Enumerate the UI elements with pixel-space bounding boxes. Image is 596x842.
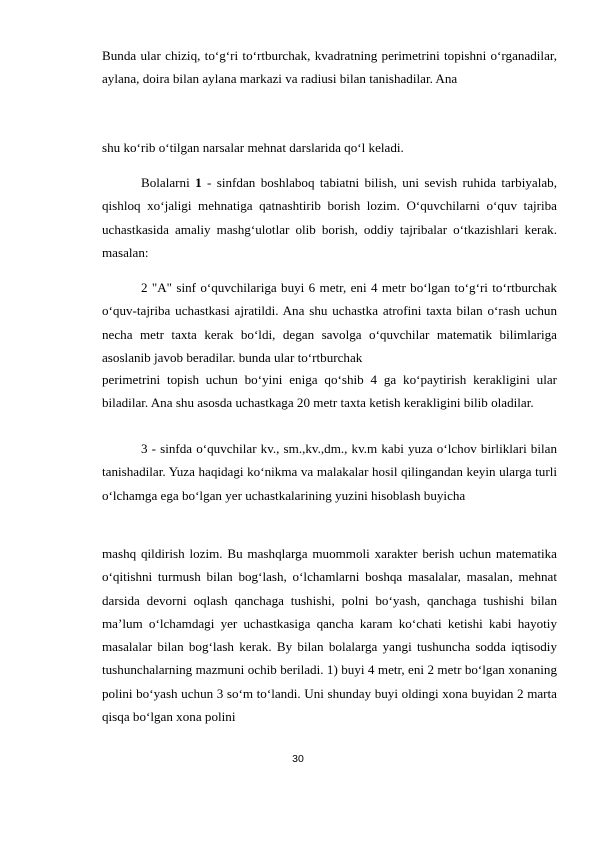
page-number: 30 (292, 753, 304, 765)
paragraph-intro: Bunda ular chiziq, to‘g‘ri to‘rtburchak, kvadratning perimetrini topishni o‘rganadilar, aylana, doira bilan aylana markazi va radiusi bilan tanishadilar. Ana (102, 48, 557, 87)
paragraph-perimeter: perimetrini topish uchun bo‘yini eniga qo‘shib 4 ga ko‘paytirish kerakligini ular biladilar. Ana shu asosda uchastkaga 20 metr taxta ketish kerakligini bilib oladilar. (102, 372, 557, 411)
paragraph-grade-two-example: 2 "A" sinf o‘quvchilariga buyi 6 metr, eni 4 metr bo‘lgan to‘g‘ri to‘rtburchak o‘quv-tajriba uchastkasi ajratildi. Ana shu uchastka atrofini taxta bilan o‘rash uchun necha metr taxta kerak bo‘ldi, degan savolga o‘quvchilar matematik bilimlariga asoslanib javob beradilar. bunda ular to‘rtburchak (102, 280, 557, 365)
paragraph-continuation: shu ko‘rib o‘tilgan narsalar mehnat darslarida qo‘l keladi. (102, 140, 404, 155)
paragraph-grade-one-rest: - sinfdan boshlaboq tabiatni bilish, uni sevish ruhida tarbiyalab, qishloq xo‘jaligi mehnatiga qatnashtirib borish lozim. O‘quvchilarni o‘quv tajriba uchastkasida amaliy mashg‘ulotlar olib borish, oddiy tajribalar o‘tkazishlari kerak. masalan: (102, 175, 557, 260)
grade-number-bold: 1 (195, 175, 202, 190)
paragraph-grade-one-lead: Bolalarni (141, 175, 196, 190)
paragraph-exercises: mashq qildirish lozim. Bu mashqlarga muommoli xarakter berish uchun matematika o‘qitishni turmush bilan bog‘lash, o‘lchamlarni boshqa masalalar, masalan, mehnat darsida devorni oqlash qanchaga tushishi, polni bo‘yash, qanchaga tushishi bilan ma’lum o‘lchamdagi yer uchastkasiga qancha karam ko‘chati ketishi kabi hayotiy masalalar bilan bog‘lash kerak. By bilan bolalarga yangi tushuncha sodda iqtisodiy tushunchalarning mazmuni ochib beriladi. 1) buyi 4 metr, eni 2 metr bo‘lgan xonaning polini bo‘yash uchun 3 so‘m to‘landi. Uni shunday buyi oldingi xona buyidan 2 marta qisqa bo‘lgan xona polini (102, 546, 557, 725)
paragraph-grade-one (102, 171, 557, 264)
paragraph-grade-three: 3 - sinfda o‘quvchilar kv., sm.,kv.,dm., kv.m kabi yuza o‘lchov birliklari bilan tanishadilar. Yuza haqidagi ko‘nikma va malakalar hosil qilingandan keyin ularga turli o‘lchamga ega bo‘lgan yer uchastkalarining yuzini hisoblash buyicha (102, 441, 557, 503)
